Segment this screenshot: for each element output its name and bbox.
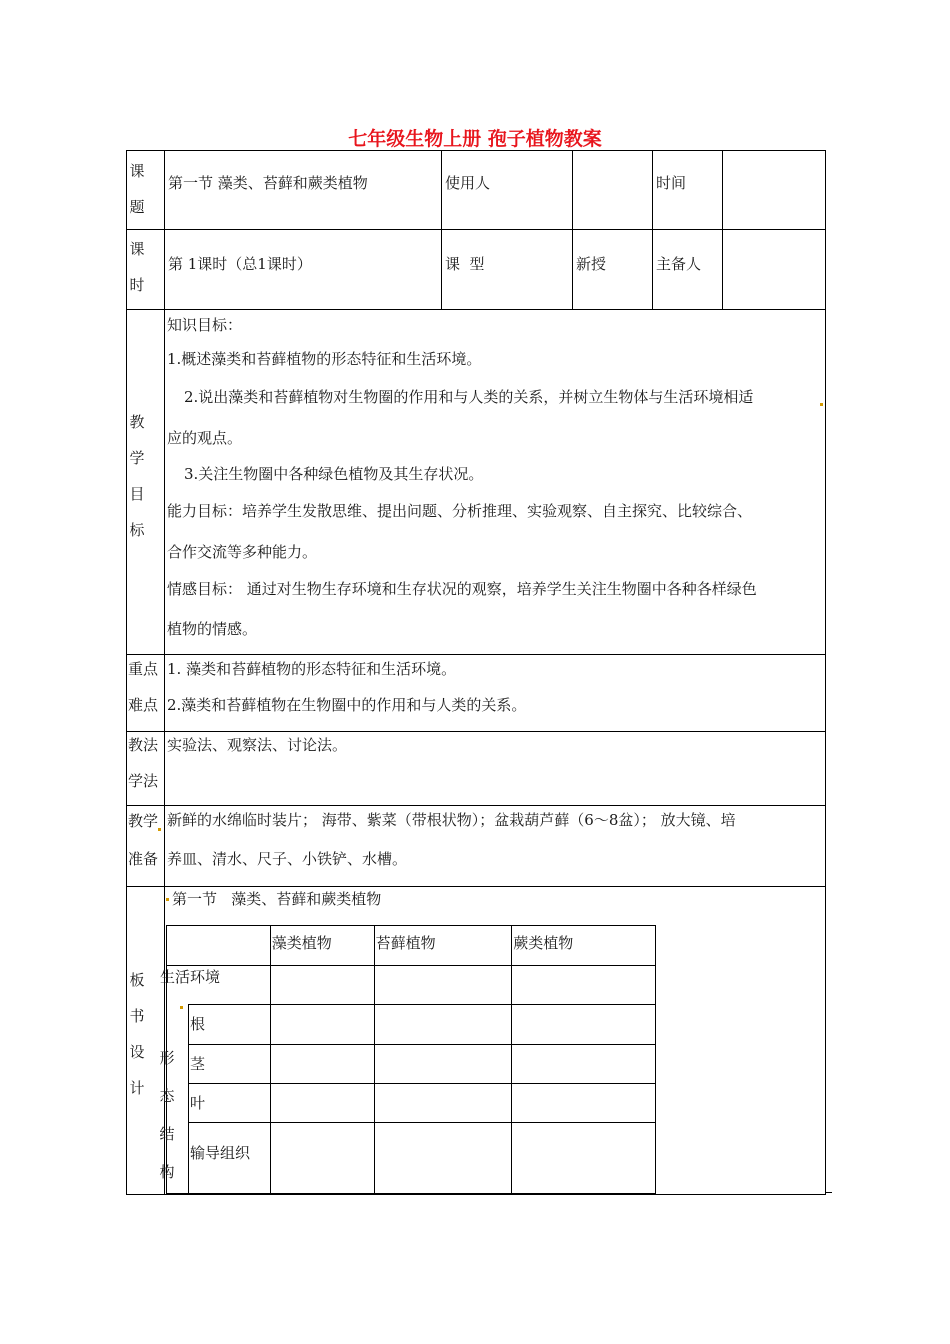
ability-goal: 能力目标：培养学生发散思维、提出问题、分析推理、实验观察、自主探究、比较综合、	[167, 502, 753, 520]
label-keshi: 课时	[129, 240, 145, 294]
row-stem: 茎	[189, 1055, 205, 1073]
type-value: 新授	[576, 255, 607, 273]
user-label: 使用人	[445, 174, 491, 192]
row-environment: 生活环境	[160, 968, 221, 986]
label-prep-2: 准备	[128, 850, 159, 868]
keti-value: 第一节 藻类、苔藓和蕨类植物	[168, 174, 368, 192]
knowledge-goal-2-cont: 应的观点。	[167, 429, 243, 447]
board-table	[166, 925, 656, 1194]
prep-line-2: 养皿、清水、尺子、小铁铲、水槽。	[167, 850, 408, 868]
knowledge-goal-1: 1.概述藻类和苔藓植物的形态特征和生活环境。	[167, 350, 482, 368]
label-keti: 课题	[129, 162, 145, 216]
emotion-goal-cont: 植物的情感。	[167, 620, 258, 638]
knowledge-heading: 知识目标：	[167, 316, 243, 334]
board-heading: 第一节 藻类、苔藓和蕨类植物	[172, 890, 382, 908]
preparer-label: 主备人	[656, 255, 702, 273]
methods-value: 实验法、观察法、讨论法。	[167, 736, 348, 754]
keshi-value: 第 1课时（总1课时）	[168, 255, 312, 273]
knowledge-goal-2: 2.说出藻类和苔藓植物对生物圈的作用和与人类的关系，并树立生物体与生活环境相适	[184, 388, 754, 406]
morph-structure-label: 形态结构	[159, 1049, 175, 1181]
label-methods-2: 学法	[128, 772, 159, 790]
time-label: 时间	[656, 174, 687, 192]
label-keypoints-1: 重点	[128, 660, 159, 678]
ability-goal-cont: 合作交流等多种能力。	[167, 543, 318, 561]
label-keypoints-2: 难点	[128, 696, 159, 714]
key-point-1: 1. 藻类和苔藓植物的形态特征和生活环境。	[167, 660, 457, 678]
label-prep-1: 教学	[128, 812, 159, 830]
knowledge-goal-3: 3.关注生物圈中各种绿色植物及其生存状况。	[184, 465, 484, 483]
label-methods-1: 教法	[128, 736, 159, 754]
col-algae: 藻类植物	[271, 934, 332, 952]
row-leaf: 叶	[189, 1094, 205, 1112]
row-root: 根	[189, 1015, 205, 1033]
row-conducting-tissue: 输导组织	[189, 1144, 250, 1162]
emotion-goal: 情感目标： 通过对生物生存环境和生存状况的观察，培养学生关注生物圈中各种各样绿色	[167, 580, 757, 598]
board-corner-cell	[167, 926, 271, 966]
key-point-2: 2.藻类和苔藓植物在生物圈中的作用和与人类的关系。	[167, 696, 527, 714]
label-goals: 教学目标	[129, 413, 145, 539]
label-board: 板书设计	[129, 971, 145, 1097]
col-fern: 蕨类植物	[513, 934, 574, 952]
page-title: 七年级生物上册 孢子植物教案	[348, 128, 602, 150]
prep-line-1: 新鲜的水绵临时装片； 海带、紫菜（带根状物）；盆栽葫芦藓（6～8盆）； 放大镜、培	[167, 811, 736, 829]
type-label: 课 型	[445, 255, 485, 273]
col-moss: 苔藓植物	[375, 934, 436, 952]
